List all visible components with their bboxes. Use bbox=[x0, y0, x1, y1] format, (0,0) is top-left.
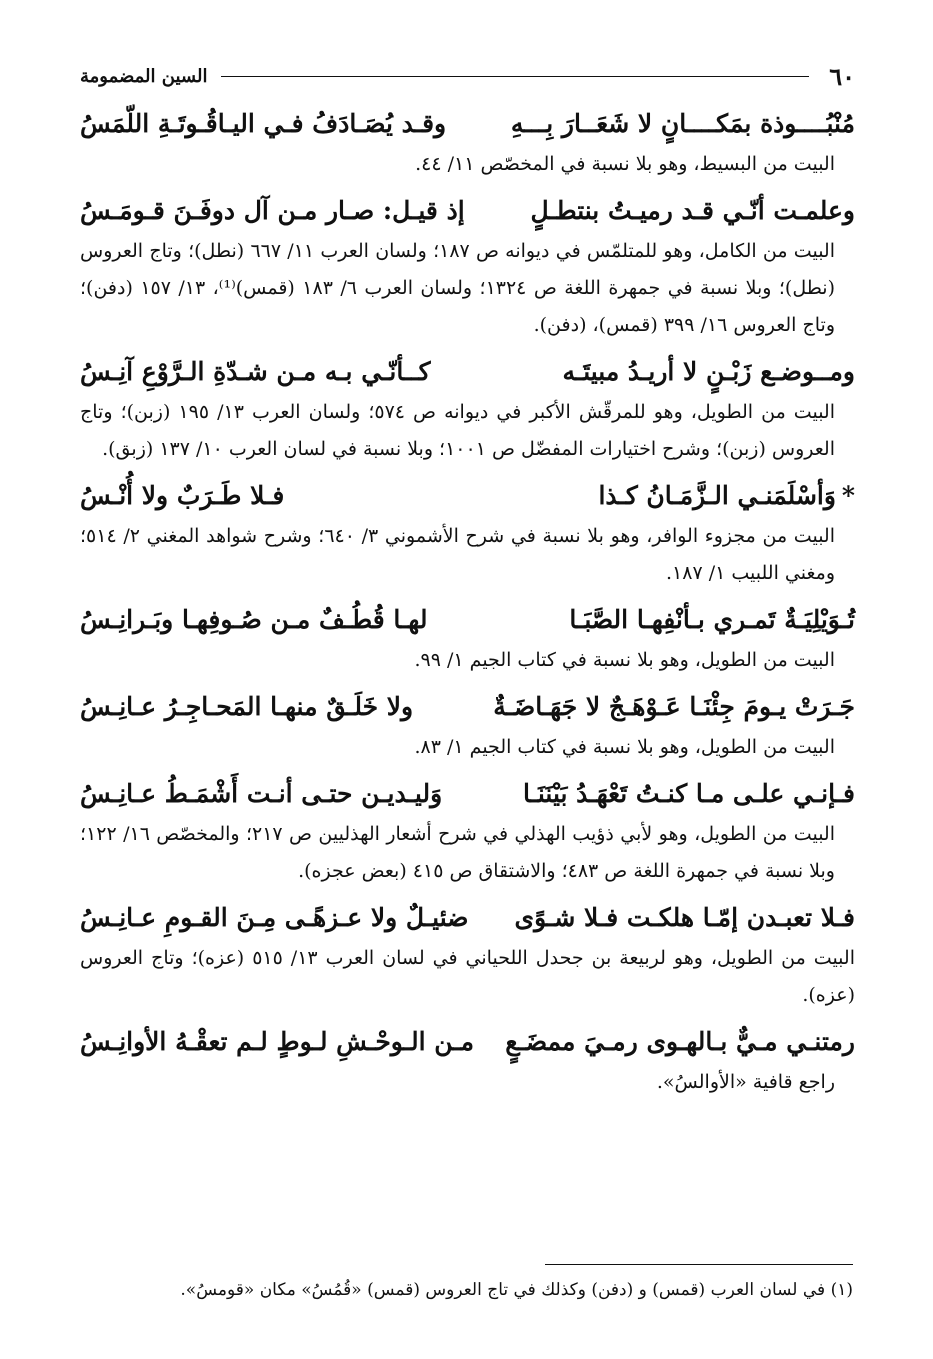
verse-note: البيت من الطويل، وهو لأبي ذؤيب الهذلي في شرح أشعار الهذليين ص ٢١٧؛ والمخصّص ١٦/ ١٢٢؛ وبلا نسبة في جمهرة اللغة ص ٤٨٣؛ والاشتقاق ص ٤١٥ (بعض عجزه). bbox=[80, 823, 835, 882]
verse-note: البيت من الطويل، وهو بلا نسبة في كتاب الجيم ١/ ٨٣. bbox=[414, 736, 835, 758]
verse-note: البيت من الطويل، وهو بلا نسبة في كتاب الجيم ١/ ٩٩. bbox=[414, 649, 835, 671]
verse-line bbox=[80, 102, 855, 146]
page-number: ٦٠ bbox=[829, 61, 855, 91]
first-hemistich: تُـوَيْلِيَـةٌ تَمـري بـأنْفِهـا الصَّبَـا bbox=[569, 605, 855, 634]
footnote: (١) في لسان العرب (قمس) و (دفن) وكذلك في تاج العروس (قمس) «قُمُسُ» مكان «قومسُ». bbox=[180, 1280, 853, 1300]
header-rule bbox=[221, 76, 809, 77]
first-hemistich: جَـرَتْ يـومَ جِئْنَـا عَـوْهَـجٌ لا جَهَـاضَـةٌ bbox=[493, 692, 855, 721]
verse-line bbox=[80, 685, 855, 729]
page-header bbox=[80, 58, 855, 94]
first-hemistich: فـإنـي علـى مـا كنـتُ تَعْهَـدُ بَيْنَنَـا bbox=[522, 779, 855, 808]
first-hemistich: رمتنـي مـيٌّ بـالهـوى رمـيَ ممضَـعٍ bbox=[505, 1027, 855, 1056]
verse-entries bbox=[80, 102, 855, 1101]
first-hemistich: فـلا تعبـدن إمّـا هلكـت فـلا شـوًى bbox=[514, 903, 855, 932]
verse-line bbox=[80, 598, 855, 642]
second-hemistich: مـن الـوحْـشِ لـوطٍ لـم تعقْـهُ الأوانِـسُ bbox=[80, 1027, 475, 1056]
second-hemistich: لهـا قُطُـفٌ مـن صُـوفِهـا وبَـرانِـسُ bbox=[80, 605, 428, 634]
verse-line bbox=[80, 350, 855, 394]
verse-entry bbox=[80, 685, 855, 766]
verse-line bbox=[80, 474, 855, 518]
verse-note: البيت من البسيط، وهو بلا نسبة في المخصّص ١١/ ٤٤. bbox=[415, 153, 835, 175]
second-hemistich: فـلا طَـرَبٌ ولا أُنْـسُ bbox=[80, 481, 285, 510]
second-hemistich: إذ قيـل: صـار مـن آل دوفَـنَ قـومَـسُ bbox=[80, 196, 465, 225]
verse-note: راجع قافية «الأوالسُ». bbox=[656, 1071, 835, 1093]
verse-entry bbox=[80, 598, 855, 679]
verse-note: البيت من مجزوء الوافر، وهو بلا نسبة في شرح الأشموني ٣/ ٦٤٠؛ وشرح شواهد المغني ٢/ ٥١٤؛ ومغني اللبيب ١/ ١٨٧. bbox=[80, 525, 835, 584]
verse-entry bbox=[80, 896, 855, 1014]
second-hemistich: وَليـديـن حتـى أنـت أَشْمَـطُ عـانِـسُ bbox=[80, 779, 443, 808]
second-hemistich: كــأنّـي بـه مـن شـدّةِ الـرَّوْعِ آنِـسُ bbox=[80, 357, 431, 386]
second-hemistich: وقـد يُصَـادَفُ فـي اليـاقُـوتَـةِ اللّمَسُ bbox=[80, 109, 447, 138]
first-hemistich: ومــوضـع زَبْـنٍ لا أريـدُ مبيتَـه bbox=[562, 357, 855, 386]
verse-note: البيت من الطويل، وهو لربيعة بن جحدل اللحياني في لسان العرب ١٣/ ٥١٥ (عزه)؛ وتاج العروس (عزه). bbox=[80, 947, 855, 1006]
second-hemistich: ضئيـلٌ ولا عـزهًـى مِـنَ القـومِ عـانِـسُ bbox=[80, 903, 469, 932]
first-hemistich-text: وَأسْلَمَنـي الـزَّمَـانُ كـذا bbox=[598, 481, 836, 510]
first-hemistich: مُنْبُــــوذة بمَكــــانٍ لا شَعَــارَ بِـــهِ bbox=[510, 109, 855, 138]
first-hemistich bbox=[598, 474, 855, 518]
verse-entry bbox=[80, 772, 855, 890]
verse-entry bbox=[80, 474, 855, 592]
second-hemistich: ولا خَلَـقٌ منهـا المَحـاجِـرُ عـانِـسُ bbox=[80, 692, 414, 721]
verse-line bbox=[80, 1020, 855, 1064]
verse-entry bbox=[80, 102, 855, 183]
first-hemistich: وعلمـت أنّـي قـد رميـتُ بنتطـلٍ bbox=[530, 196, 855, 225]
verse-note: البيت من الكامل، وهو للمتلمّس في ديوانه ص ١٨٧؛ ولسان العرب ١١/ ٦٦٧ (نطل)؛ وتاج العروس (نطل)؛ وبلا نسبة في جمهرة اللغة ص ١٣٢٤؛ ولسان العرب ٦/ ١٨٣ (قمس)⁽¹⁾، ١٣/ ١٥٧ (دفن)؛ وتاج العروس ١٦/ ٣٩٩ (قمس)، (دفن). bbox=[80, 240, 836, 336]
verse-entry bbox=[80, 1020, 855, 1101]
verse-entry bbox=[80, 350, 855, 468]
footnote-rule bbox=[545, 1264, 853, 1265]
verse-note: البيت من الطويل، وهو للمرقّش الأكبر في ديوانه ص ٥٧٤؛ ولسان العرب ١٣/ ١٩٥ (زبن)؛ وتاج العروس (زبن)؛ وشرح اختيارات المفضّل ص ١٠٠١؛ وبلا نسبة في لسان العرب ١٠/ ١٣٧ (زبق). bbox=[80, 401, 835, 460]
verse-line bbox=[80, 896, 855, 940]
verse-entry bbox=[80, 189, 855, 344]
verse-line bbox=[80, 189, 855, 233]
verse-line bbox=[80, 772, 855, 816]
running-title: السين المضمومة bbox=[80, 65, 208, 87]
star-marker: * bbox=[841, 481, 855, 510]
